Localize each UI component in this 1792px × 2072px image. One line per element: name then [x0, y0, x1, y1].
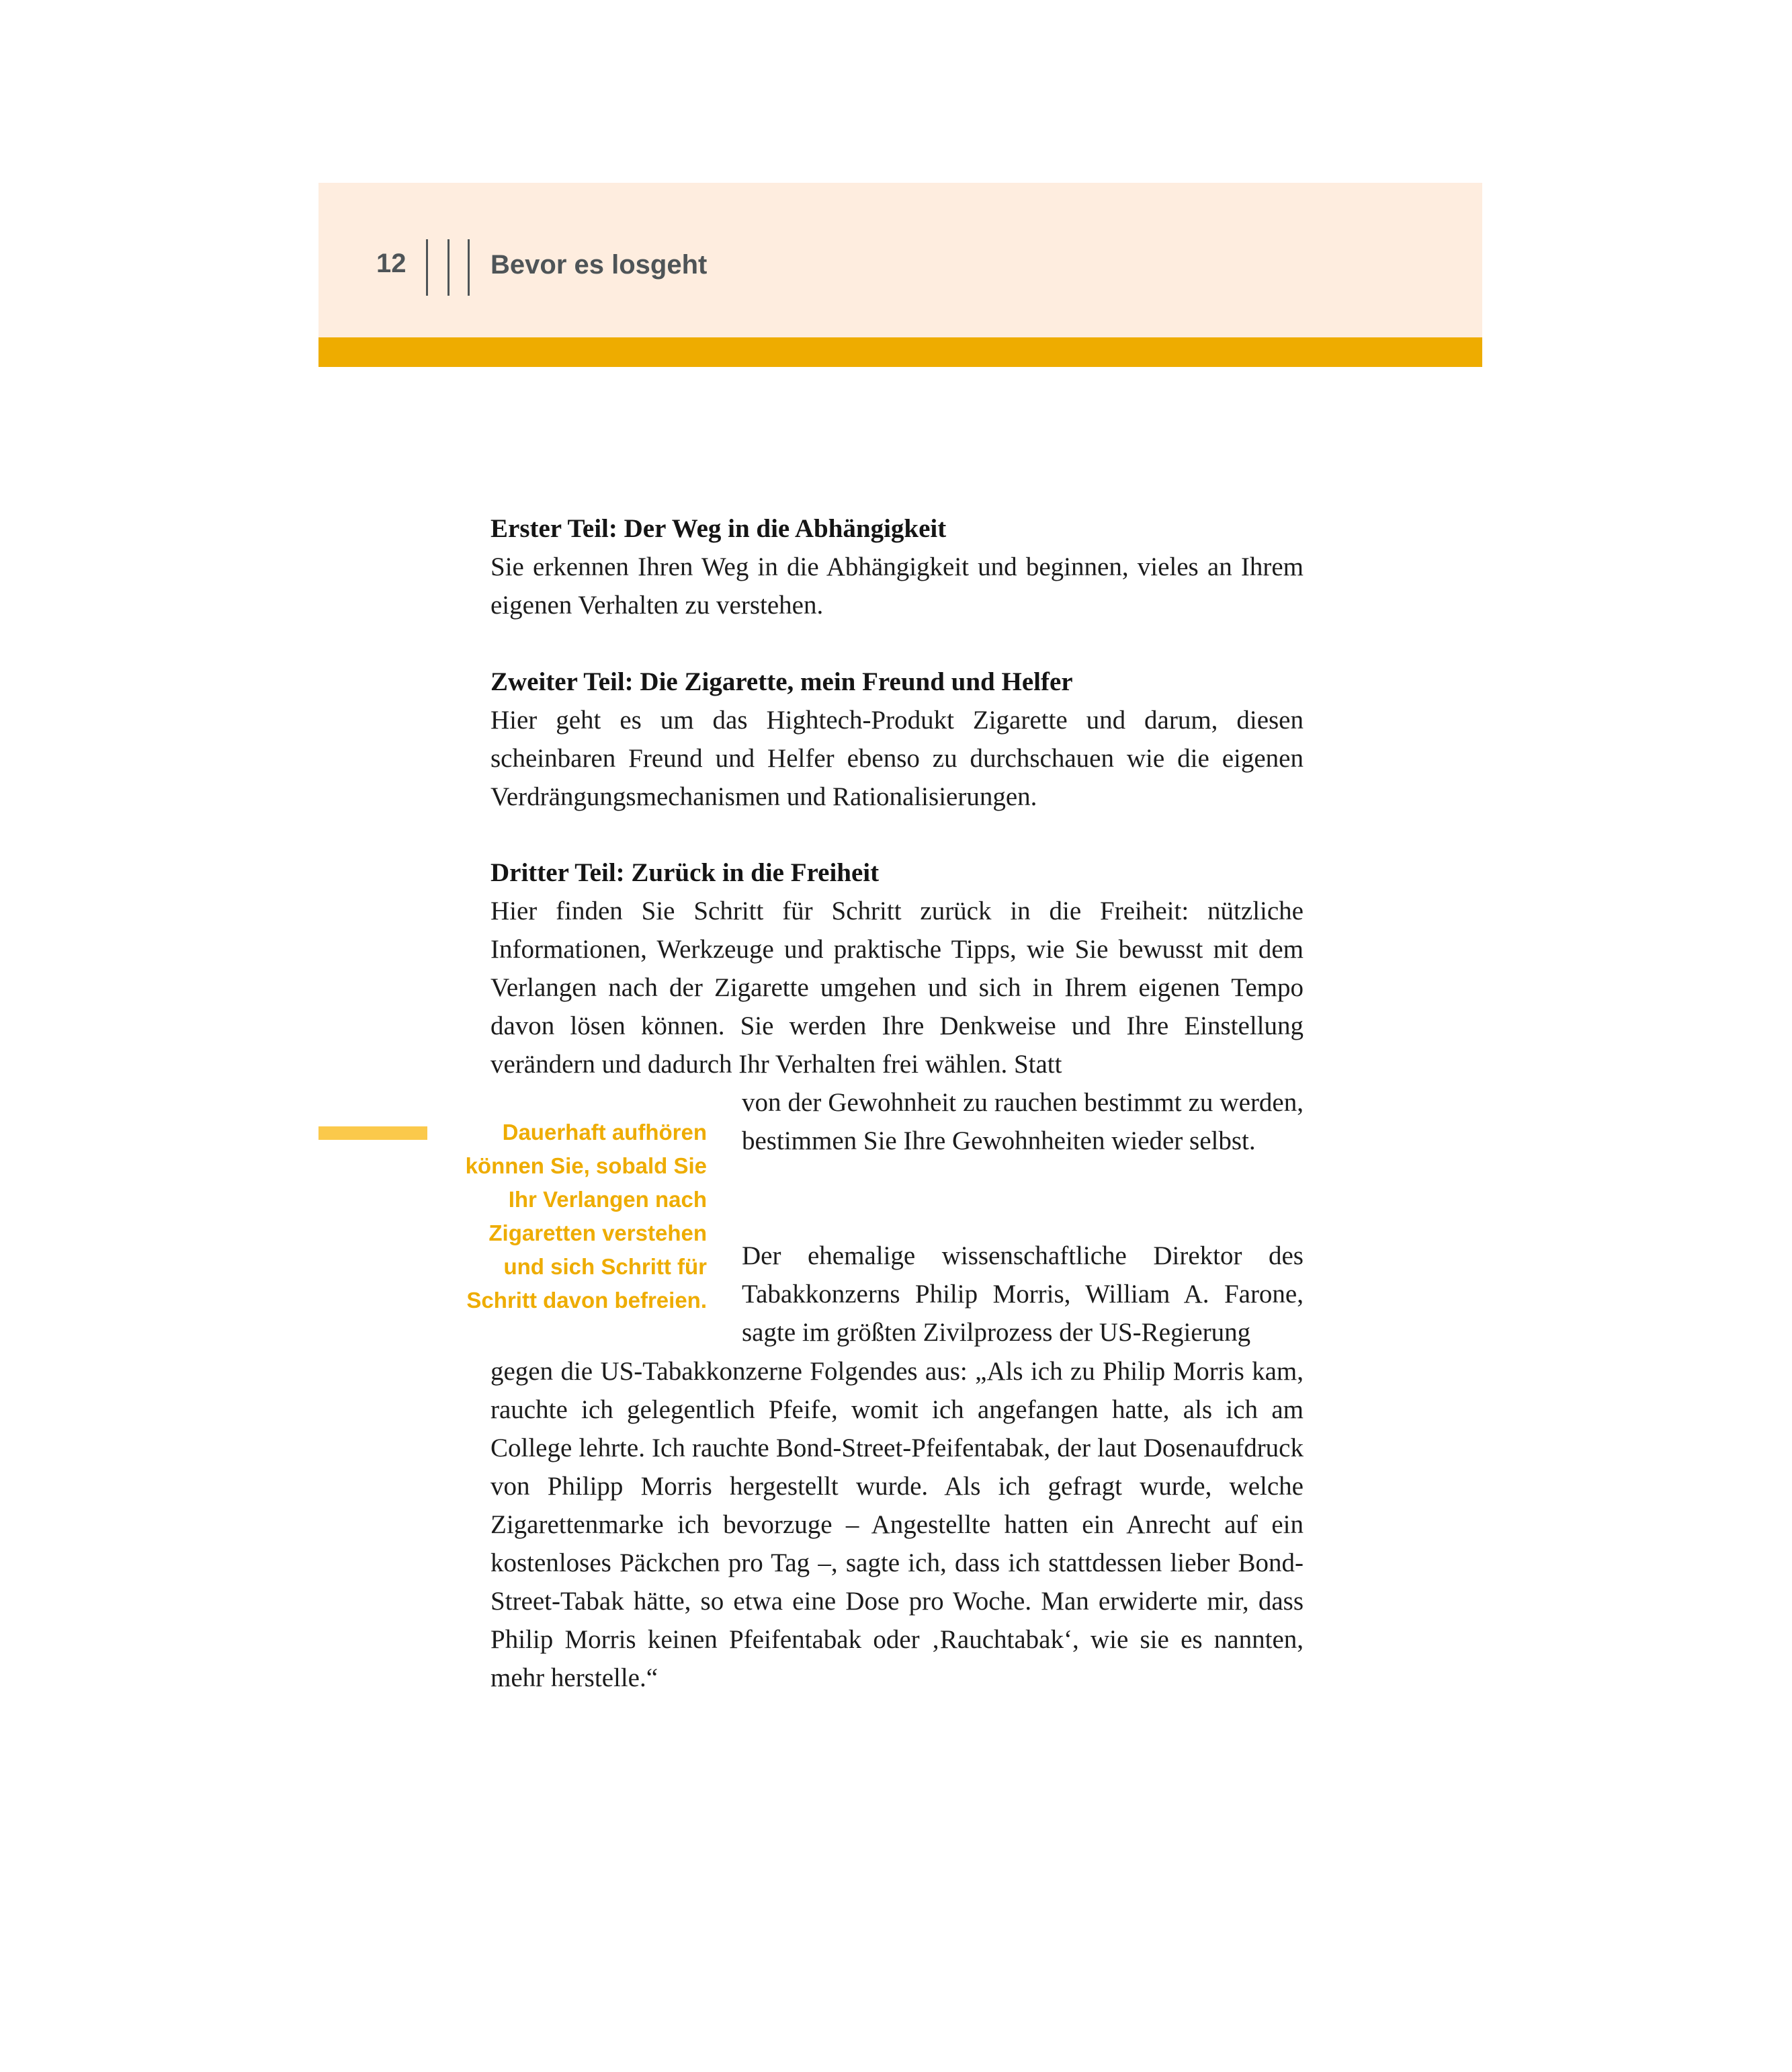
- section-part-three: [490, 854, 1304, 1083]
- section-body-continued: von der Gewohnheit zu rauchen bestimmt zu werden, bestimmen Sie Ihre Gewohnheiten wieder selbst.: [742, 1088, 1304, 1155]
- pullquote: [443, 1116, 707, 1317]
- pullquote-marker-rule: [318, 1126, 427, 1140]
- pullquote-line: Zigaretten verstehen: [488, 1220, 707, 1245]
- section-part-one: [490, 509, 1304, 624]
- pullquote-line: Dauerhaft aufhören: [502, 1120, 707, 1145]
- header-divider-bar: [426, 239, 428, 296]
- section-body: Hier geht es um das Hightech-Produkt Zigarette und darum, diesen scheinbaren Freund und Helfer ebenso zu durchschauen wie die eigenen Verdrängungsmechanismen und Rationalisierungen.: [490, 706, 1304, 811]
- section-heading: Zweiter Teil: Die Zigarette, mein Freund und Helfer: [490, 667, 1073, 696]
- pullquote-line: Ihr Verlangen nach: [508, 1187, 707, 1212]
- section-body: Sie erkennen Ihren Weg in die Abhängigkeit und beginnen, vieles an Ihrem eigenen Verhalten zu verstehen.: [490, 552, 1304, 620]
- quote-paragraph-body: gegen die US-Tabakkonzerne Folgendes aus: „Als ich zu Philip Morris kam, rauchte ich gelegentlich Pfeife, womit ich angefangen hatte, als ich am College lehrte. Ich rauchte Bond-Street-Pfeifentabak, der laut Dosenaufdruck von Philipp Morris hergestellt wurde. Als ich gefragt wurde, welche Zigarettenmarke ich bevorzuge – Angestellte hatten ein Anrecht auf ein kostenloses Päckchen pro Tag –, sagte ich, dass ich stattdessen lieber Bond-Street-Tabak hätte, so etwa eine Dose pro Woche. Man erwiderte mir, dass Philip Morris keinen Pfeifentabak oder ‚Rauchtabak‘, wie sie es nannten, mehr herstelle.“: [490, 1357, 1304, 1692]
- header-divider-bar: [447, 239, 450, 296]
- section-heading: Dritter Teil: Zurück in die Freiheit: [490, 858, 880, 887]
- page-number: 12: [376, 249, 407, 278]
- section-part-two: [490, 663, 1304, 816]
- header-divider-bar: [468, 239, 470, 296]
- quote-paragraph-intro: Der ehemalige wissenschaftliche Direktor des Tabakkonzerns Philip Morris, William A. Farone, sagte im größten Zivilprozess der US-Regierung: [742, 1241, 1304, 1347]
- running-section-title: Bevor es losgeht: [490, 250, 708, 280]
- pullquote-line: Schritt davon befreien.: [466, 1288, 707, 1313]
- pullquote-line: und sich Schritt für: [503, 1254, 707, 1279]
- section-body: Hier finden Sie Schritt für Schritt zurück in die Freiheit: nützliche Informationen, Werkzeuge und praktische Tipps, wie Sie bewusst mit dem Verlangen nach der Zigarette umgehen und sich in Ihrem eigenen Tempo davon lösen können. Sie werden Ihre Denkweise und Ihre Einstellung verändern und dadurch Ihr Verhalten frei wählen. Statt: [490, 897, 1304, 1079]
- header-accent-rule: [318, 337, 1482, 367]
- pullquote-line: können Sie, sobald Sie: [465, 1153, 707, 1178]
- section-heading: Erster Teil: Der Weg in die Abhängigkeit: [490, 514, 947, 543]
